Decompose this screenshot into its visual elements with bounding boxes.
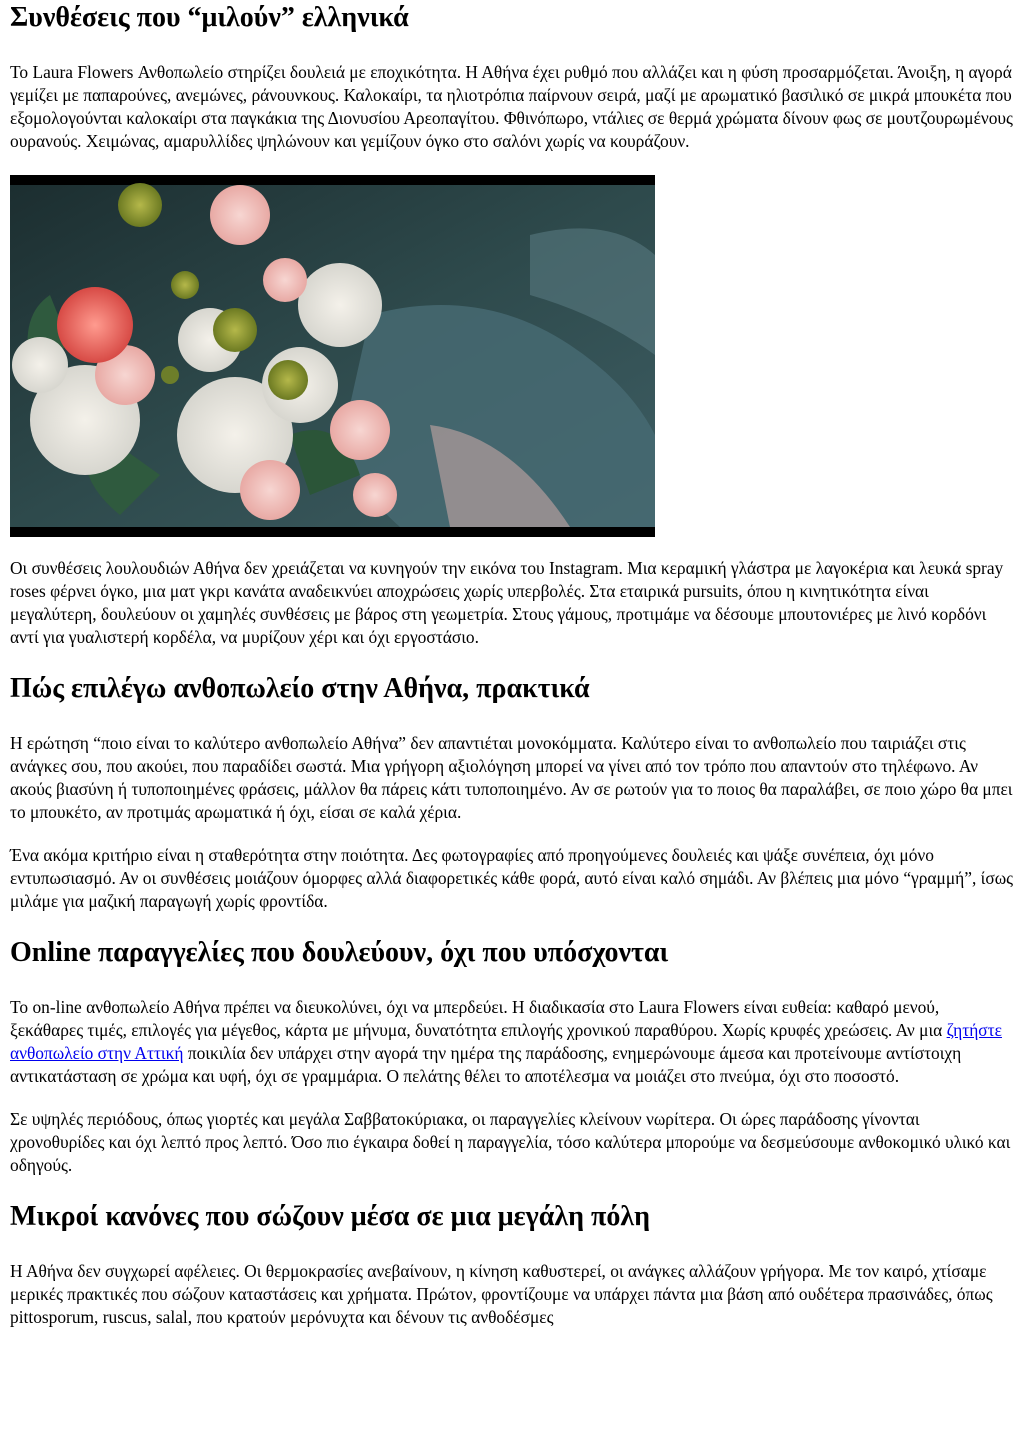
section-2-paragraph-2: Ένα ακόμα κριτήριο είναι η σταθερότητα στην ποιότητα. Δες φωτογραφίες από προηγούμενες δουλειές και ψάξε συνέπεια, όχι μόνο εντυπωσιασμό. Αν οι συνθέσεις μοιάζουν όμορφες αλλά διαφορετικές κάθε φορά, αυτό είναι καλό σημάδι. Αν βλέπεις μια μόνο “γραμμή”, ίσως μιλάμε για μαζική παραγωγή χωρίς φροντίδα.: [10, 845, 1014, 911]
florist-attica-link[interactable]: ζητήστε ανθοπωλείο στην Αττική: [10, 1020, 1002, 1063]
section-3-paragraph-1: [10, 996, 1014, 1088]
section-1-heading: Συνθέσεις που “μιλούν” ελληνικά: [10, 2, 409, 33]
section-3-paragraph-1-start: Το on-line ανθοπωλείο Αθήνα πρέπει να διευκολύνει, όχι να μπερδεύει. Η διαδικασία στο Laura Flowers είναι ευθεία: καθαρό μενού, ξεκάθαρες τιμές, επιλογές για μέγεθος, κάρτα με μήνυμα, δυνατότητα επιλογής χρονικού παραθύρου. Χωρίς κρυφές χρεώσεις. Αν μια: [10, 997, 947, 1040]
section-3-paragraph-1-end: ποικιλία δεν υπάρχει στην αγορά την ημέρα της παράδοσης, ενημερώνουμε άμεσα και προτείνουμε αντίστοιχη αντικατάσταση σε χρώμα και υφή, όχι σε γραμμάρια. Ο πελάτης θέλει το αποτέλεσμα να μοιάζει στο πνεύμα, όχι στο ποσοστό.: [10, 1043, 962, 1086]
section-1-paragraph-1: Το Laura Flowers Ανθοπωλείο στηρίζει δουλειά με εποχικότητα. Η Αθήνα έχει ρυθμό που αλλάζει και η φύση προσαρμόζεται. Άνοιξη, η αγορά γεμίζει με παπαρούνες, ανεμώνες, ράνουνκους. Καλοκαίρι, τα ηλιοτρόπια παίρνουν σειρά, μαζί με αρωματικό βασιλικό σε μικρά μπουκέτα που εξομολογούνται καλοκαίρι στα παγκάκια της Διονυσίου Αρεοπαγίτου. Φθινόπωρο, ντάλιες σε θερμά χρώματα δίνουν φως σε μουτζουρωμένους ουρανούς. Χειμώνας, αμαρυλλίδες ψηλώνουν και γεμίζουν όγκο στο σαλόνι χωρίς να κουράζουν.: [10, 62, 1013, 151]
section-2-heading: Πώς επιλέγω ανθοπωλείο στην Αθήνα, πρακτικά: [10, 673, 590, 704]
flower-bouquet-image: [10, 175, 655, 537]
section-1-paragraph-2: Οι συνθέσεις λουλουδιών Αθήνα δεν χρειάζεται να κυνηγούν την εικόνα του Instagram. Μια κεραμική γλάστρα με λαγοκέρια και λευκά spray roses φέρνει όγκο, μια ματ γκρι κανάτα αναδεικνύει αποχρώσεις χωρίς υπερβολές. Στα εταιρικά pursuits, όπου η κινητικότητα είναι μεγαλύτερη, δουλεύουν οι χαμηλές συνθέσεις με βάρος στη γεωμετρία. Στους γάμους, προτιμάμε να δέσουμε μπουτονιέρες με λινό κορδόνι αντί για γυαλιστερή κορδέλα, να μυρίζουν χέρι και όχι εργοστάσιο.: [10, 558, 1004, 647]
section-2-paragraph-1: Η ερώτηση “ποιο είναι το καλύτερο ανθοπωλείο Αθήνα” δεν απαντιέται μονοκόμματα. Καλύτερο είναι το ανθοπωλείο που ταιριάζει στις ανάγκες σου, που ακούει, που παραδίδει σωστά. Μια γρήγορη αξιολόγηση μπορεί να γίνει από τον τρόπο που απαντούν στο τηλέφωνο. Αν ακούς βιασύνη ή τυποποιημένες φράσεις, μάλλον θα πάρεις κάτι τυποποιημένο. Αν σε ρωτούν για το ποιος θα παραλάβει, σε ποιο χώρο θα μπει το μπουκέτο, αν προτιμάς αρωματικά ή όχι, είσαι σε καλά χέρια.: [10, 733, 1013, 822]
section-3-paragraph-2: Σε υψηλές περιόδους, όπως γιορτές και μεγάλα Σαββατοκύριακα, οι παραγγελίες κλείνουν νωρίτερα. Οι ώρες παράδοσης γίνονται χρονοθυρίδες και όχι λεπτό προς λεπτό. Όσο πιο έγκαιρα δοθεί η παραγγελία, τόσο καλύτερα μπορούμε να δεσμεύσουμε ανθοκομικό υλικό και οδηγούς.: [10, 1109, 1011, 1175]
section-4-heading: Μικροί κανόνες που σώζουν μέσα σε μια μεγάλη πόλη: [10, 1201, 650, 1232]
section-4-paragraph-1: Η Αθήνα δεν συγχωρεί αφέλειες. Οι θερμοκρασίες ανεβαίνουν, η κίνηση καθυστερεί, οι ανάγκες αλλάζουν γρήγορα. Με τον καιρό, χτίσαμε μερικές πρακτικές που σώζουν καταστάσεις και χρήματα. Πρώτον, φροντίζουμε να υπάρχει πάντα μια βάση από ουδέτερα πρασινάδες, όπως pittosporum, ruscus, salal, που κρατούν μερόνυχτα και δένουν τις ανθοδέσμες: [10, 1261, 993, 1327]
section-3-heading: Online παραγγελίες που δουλεύουν, όχι που υπόσχονται: [10, 937, 669, 968]
